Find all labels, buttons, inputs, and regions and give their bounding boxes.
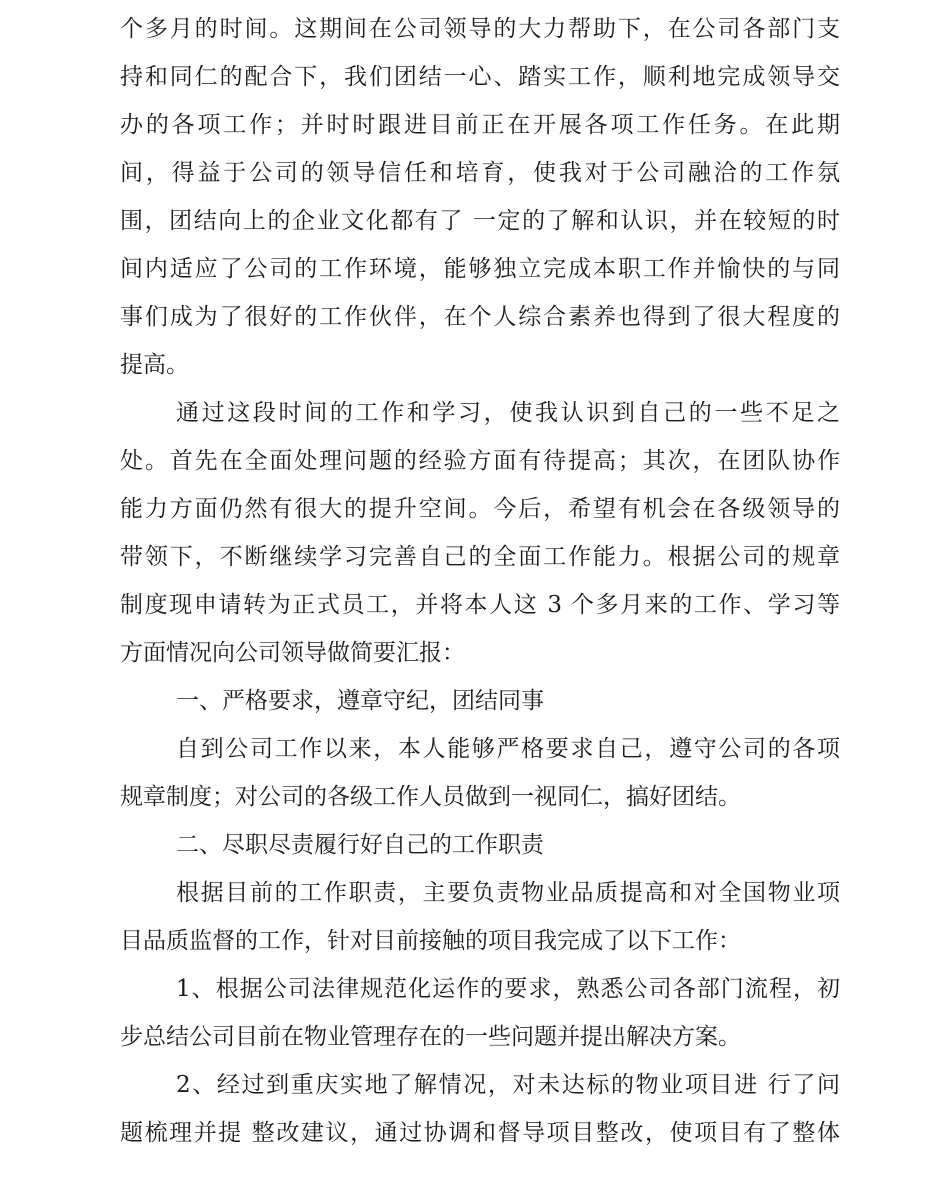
list-item-line: 1、根据公司法律规范化运作的要求，熟悉公司各部门流程，初 <box>176 976 840 1002</box>
paragraph-line: 个多月的时间。这期间在公司领导的大力帮助下，在公司各部门支 <box>120 16 840 42</box>
paragraph-line: 事们成为了很好的工作伙伴，在个人综合素养也得到了很大程度的 <box>120 304 840 330</box>
paragraph-line: 规章制度；对公司的各级工作人员做到一视同仁，搞好团结。 <box>120 784 741 810</box>
paragraph-line: 目品质监督的工作，针对目前接触的项目我完成了以下工作： <box>120 928 741 954</box>
paragraph-line: 自到公司工作以来，本人能够严格要求自己，遵守公司的各项 <box>176 736 840 762</box>
list-item-line: 步总结公司目前在物业管理存在的一些问题并提出解决方案。 <box>120 1024 741 1050</box>
paragraph-line: 间，得益于公司的领导信任和培育，使我对于公司融洽的工作氛 <box>120 160 840 186</box>
list-item-line: 2、经过到重庆实地了解情况，对未达标的物业项目进 行了问 <box>176 1072 840 1098</box>
list-item-line: 题梳理并提 整改建议，通过协调和督导项目整改，使项目有了整体 <box>120 1120 840 1146</box>
paragraph-line: 制度现申请转为正式员工，并将本人这 3 个多月来的工作、学习等 <box>120 592 840 618</box>
paragraph-line: 处。首先在全面处理问题的经验方面有待提高；其次，在团队协作 <box>120 448 840 474</box>
paragraph-line: 带领下，不断继续学习完善自己的全面工作能力。根据公司的规章 <box>120 544 840 570</box>
paragraph-line: 根据目前的工作职责，主要负责物业品质提高和对全国物业项 <box>176 880 840 906</box>
paragraph-line: 围，团结向上的企业文化都有了 一定的了解和认识，并在较短的时 <box>120 208 840 234</box>
paragraph-line: 能力方面仍然有很大的提升空间。今后，希望有机会在各级领导的 <box>120 496 840 522</box>
paragraph-line: 办的各项工作；并时时跟进目前正在开展各项工作任务。在此期 <box>120 112 840 138</box>
paragraph-line: 方面情况向公司领导做简要汇报： <box>120 640 465 666</box>
section-heading: 一、严格要求，遵章守纪，团结同事 <box>176 688 544 714</box>
paragraph-line: 提高。 <box>120 352 189 378</box>
section-heading: 二、尽职尽责履行好自己的工作职责 <box>176 832 544 858</box>
paragraph-line: 持和同仁的配合下，我们团结一心、踏实工作，顺利地完成领导交 <box>120 64 840 90</box>
paragraph-line: 通过这段时间的工作和学习，使我认识到自己的一些不足之 <box>176 400 840 426</box>
paragraph-line: 间内适应了公司的工作环境，能够独立完成本职工作并愉快的与同 <box>120 256 840 282</box>
